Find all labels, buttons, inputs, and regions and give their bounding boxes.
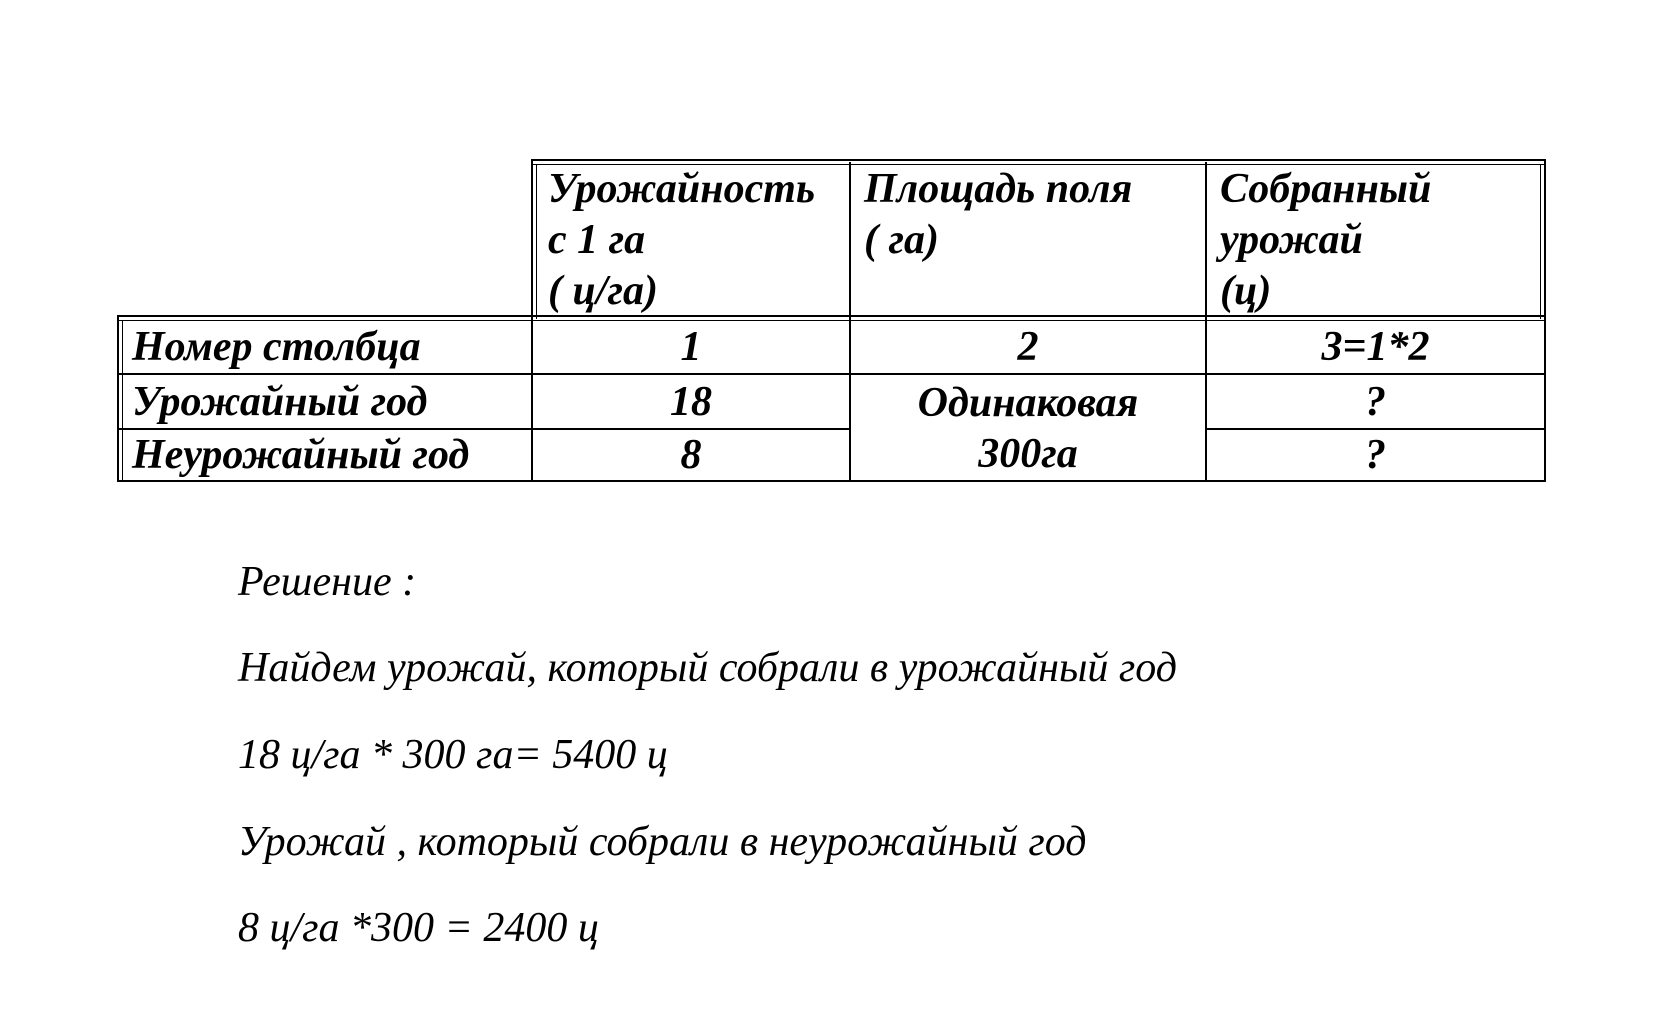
table-border bbox=[536, 164, 537, 319]
header-line: с 1 га bbox=[548, 217, 646, 263]
solution-line: Найдем урожай, который собрали в урожайный год bbox=[238, 645, 1177, 691]
cell-good-year-harvest: ? bbox=[1365, 379, 1386, 425]
table-border bbox=[117, 315, 119, 482]
solution-heading: Решение : bbox=[238, 559, 417, 605]
header-collected-harvest bbox=[1220, 164, 1431, 317]
table-border bbox=[117, 320, 1546, 321]
table-border bbox=[1540, 164, 1541, 319]
header-line: Собранный bbox=[1220, 166, 1432, 212]
header-line: урожай bbox=[1220, 217, 1363, 263]
header-line: Площадь поля bbox=[864, 166, 1133, 212]
header-line: Урожайность bbox=[548, 166, 816, 212]
cell-column-1: 1 bbox=[680, 324, 702, 370]
area-line-1: Одинаковая bbox=[917, 380, 1139, 426]
table-border bbox=[122, 320, 123, 480]
table-border bbox=[1544, 315, 1546, 482]
cell-bad-year-harvest: ? bbox=[1365, 432, 1386, 478]
cell-column-2: 2 bbox=[1017, 324, 1039, 370]
header-line: ( га) bbox=[864, 217, 939, 263]
row-label-good-year: Урожайный год bbox=[132, 379, 428, 425]
cell-good-year-yield: 18 bbox=[670, 379, 712, 425]
area-line-2: 300га bbox=[978, 431, 1078, 477]
header-field-area bbox=[864, 164, 1132, 266]
table-border bbox=[117, 373, 1546, 375]
table-border bbox=[1544, 159, 1546, 319]
cell-column-3: 3=1*2 bbox=[1321, 324, 1430, 370]
header-line: (ц) bbox=[1220, 268, 1272, 314]
table-border bbox=[531, 159, 533, 319]
header-yield-per-ha bbox=[548, 164, 815, 317]
table-border bbox=[531, 159, 1546, 161]
solution-line: 18 ц/га * 300 га= 5400 ц bbox=[238, 732, 668, 778]
row-label-column-number: Номер столбца bbox=[132, 324, 421, 370]
header-line: ( ц/га) bbox=[548, 268, 659, 314]
solution-line: Урожай , который собрали в неурожайный год bbox=[238, 819, 1087, 865]
row-label-bad-year: Неурожайный год bbox=[132, 432, 470, 478]
cell-area-merged bbox=[851, 378, 1205, 480]
solution-line: 8 ц/га *300 = 2400 ц bbox=[238, 905, 599, 951]
cell-bad-year-yield: 8 bbox=[680, 432, 702, 478]
